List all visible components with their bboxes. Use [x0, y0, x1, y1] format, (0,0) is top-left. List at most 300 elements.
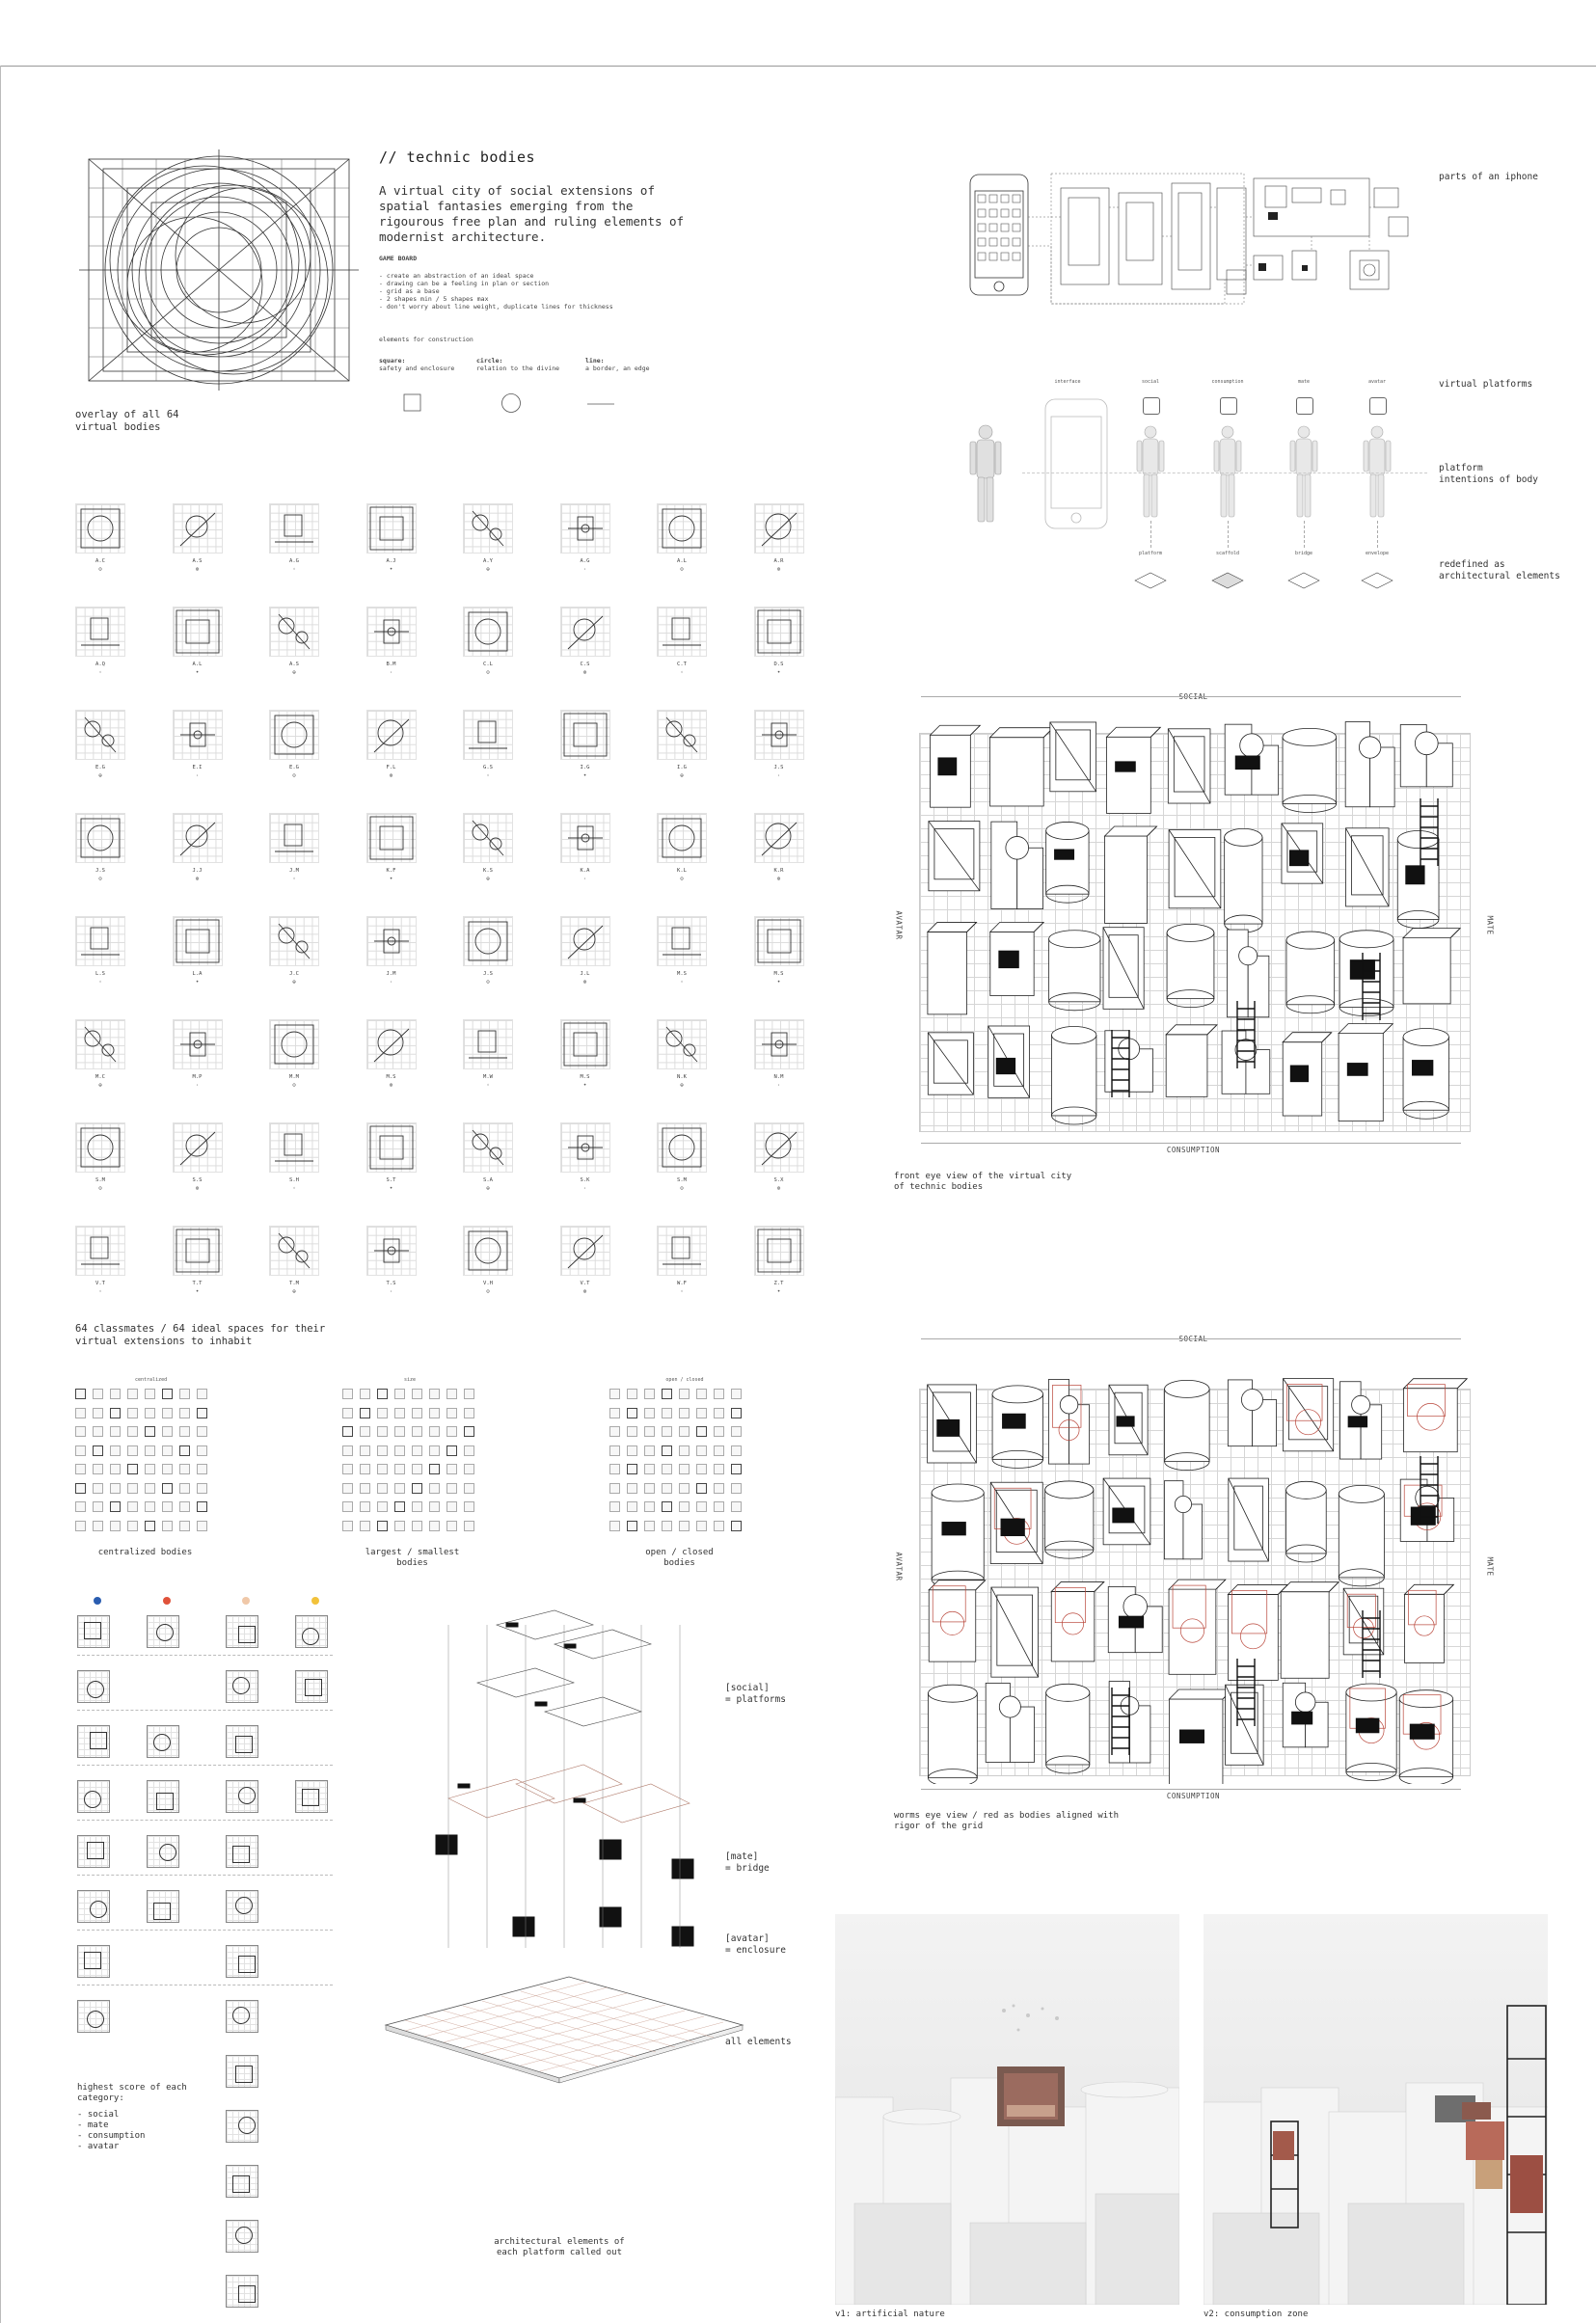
sorted-body-thumb: [696, 1521, 707, 1531]
sorted-body-thumb: [731, 1501, 742, 1512]
body-cell: [366, 1019, 417, 1089]
score-body-thumb: [226, 1890, 258, 1923]
body-label: V.H: [483, 1281, 493, 1286]
body-symbol-icon: •: [776, 979, 781, 986]
body-symbol-icon: ·: [582, 566, 587, 573]
top-rule: [0, 66, 1596, 67]
body-label: K.A: [580, 868, 590, 874]
sorted-body-thumb: [342, 1464, 353, 1474]
scores-categories: - social - mate - consumption - avatar: [77, 2110, 146, 2151]
body-glyph: [75, 1226, 125, 1276]
sorted-body-thumb: [662, 1483, 672, 1494]
body-label: K.F: [386, 868, 396, 874]
sorted-body-thumb: [464, 1464, 474, 1474]
iphone-parts-drawing: [964, 159, 1413, 328]
body-glyph: [463, 503, 513, 554]
body-symbol-icon: ◦: [98, 979, 102, 986]
body-symbol-icon: •: [389, 566, 393, 573]
body-label: A.S: [289, 662, 299, 667]
body-cell: [269, 1122, 319, 1192]
body-label: M.M: [289, 1074, 299, 1080]
body-glyph: [269, 607, 319, 657]
body-label: S.H: [289, 1177, 299, 1183]
sorted-body-thumb: [696, 1464, 707, 1474]
body-label: N.M: [773, 1074, 784, 1080]
body-label: C.T: [677, 662, 687, 667]
sorted-body-thumb: [714, 1389, 724, 1399]
body-cell: [657, 503, 707, 573]
body-cell: [754, 916, 804, 986]
body-label: T.T: [192, 1281, 203, 1286]
sorted-body-thumb: [179, 1389, 190, 1399]
body-cell: [75, 813, 125, 882]
body-glyph: [560, 916, 610, 966]
sorted-body-thumb: [429, 1445, 440, 1456]
body-symbol-icon: ◦: [680, 1288, 684, 1295]
sorted-body-thumb: [464, 1426, 474, 1437]
body-glyph: [560, 1226, 610, 1276]
sorted-body-thumb: [110, 1445, 121, 1456]
body-label: T.M: [289, 1281, 299, 1286]
city-buildings: [919, 1369, 1469, 1784]
body-cell: [173, 503, 223, 573]
sorted-body-thumb: [342, 1445, 353, 1456]
body-glyph: [657, 710, 707, 760]
sorted-body-thumb: [731, 1521, 742, 1531]
body-symbol-icon: ·: [582, 1185, 587, 1192]
sorted-body-thumb: [197, 1389, 207, 1399]
body-cell: [269, 710, 319, 779]
sorted-body-thumb: [179, 1501, 190, 1512]
sorted-body-thumb: [377, 1445, 388, 1456]
body-symbol-icon: ·: [389, 1288, 393, 1295]
body-cell: [657, 607, 707, 676]
label-tag: [mate]: [725, 1851, 759, 1862]
sorted-body-thumb: [360, 1445, 370, 1456]
body-label: A.Q: [95, 662, 105, 667]
body-symbol-icon: ⊙: [680, 566, 684, 573]
sorted-body-thumb: [662, 1501, 672, 1512]
sorted-body-thumb: [644, 1521, 655, 1531]
sorted-body-thumb: [145, 1501, 155, 1512]
body-glyph: [754, 1226, 804, 1276]
body-glyph: [560, 1122, 610, 1173]
body-glyph: [463, 916, 513, 966]
sorted-body-thumb: [714, 1501, 724, 1512]
body-cell: [269, 607, 319, 676]
score-body-thumb: [147, 1615, 179, 1648]
sorted-body-thumb: [93, 1521, 103, 1531]
sorted-body-thumb: [644, 1501, 655, 1512]
sorted-body-thumb: [714, 1426, 724, 1437]
matrix-caption: 64 classmates / 64 ideal spaces for their virtual extensions to inhabit: [75, 1323, 326, 1347]
body-symbol-icon: ◦: [98, 669, 102, 676]
body-cell: [75, 1019, 125, 1089]
axis-right: MATE: [1485, 915, 1495, 935]
sorted-body-thumb: [110, 1483, 121, 1494]
sorted-body-thumb: [731, 1464, 742, 1474]
sorted-body-thumb: [145, 1521, 155, 1531]
body-glyph: [754, 1122, 804, 1173]
score-body-thumb: [77, 1725, 110, 1758]
body-symbol-icon: ⊗: [389, 772, 393, 779]
sorted-body-thumb: [412, 1426, 422, 1437]
sorted-body-thumb: [412, 1389, 422, 1399]
body-glyph: [269, 916, 319, 966]
sorted-body-thumb: [696, 1501, 707, 1512]
sorted-body-thumb: [609, 1483, 620, 1494]
body-symbol-icon: •: [776, 1288, 781, 1295]
sorted-body-thumb: [627, 1464, 637, 1474]
body-glyph: [366, 1226, 417, 1276]
iphone-label: parts of an iphone: [1439, 172, 1538, 182]
sorted-body-thumb: [446, 1521, 457, 1531]
sorted-body-thumb: [110, 1408, 121, 1418]
body-cell: [463, 607, 513, 676]
body-symbol-icon: ⊗: [389, 1082, 393, 1089]
body-glyph: [657, 1122, 707, 1173]
body-label: M.S: [580, 1074, 590, 1080]
body-label: I.G: [677, 765, 687, 770]
body-glyph: [75, 503, 125, 554]
body-cell: [754, 1226, 804, 1295]
sorted-body-thumb: [162, 1426, 173, 1437]
element-desc: a border, an edge: [585, 365, 650, 372]
body-cell: [75, 710, 125, 779]
sorted-body-thumb: [162, 1445, 173, 1456]
body-cell: [657, 813, 707, 882]
body-cell: [560, 1019, 610, 1089]
sorted-body-thumb: [644, 1445, 655, 1456]
body-glyph: [463, 813, 513, 863]
axon-base-plate: [366, 1967, 752, 2093]
body-glyph: [463, 1122, 513, 1173]
overlay-drawing: [79, 149, 359, 391]
body-symbol-icon: •: [195, 979, 200, 986]
body-cell: [463, 1226, 513, 1295]
body-glyph: [269, 1226, 319, 1276]
sorted-body-thumb: [446, 1464, 457, 1474]
body-cell: [75, 503, 125, 573]
body-label: S.A: [483, 1177, 493, 1183]
body-cell: [463, 813, 513, 882]
sorted-body-thumb: [162, 1408, 173, 1418]
sorted-body-thumb: [127, 1521, 138, 1531]
body-symbol-icon: ⊕: [680, 1082, 684, 1089]
sorted-body-thumb: [145, 1445, 155, 1456]
body-glyph: [560, 813, 610, 863]
sorted-body-thumb: [75, 1408, 86, 1418]
sorted-body-thumb: [429, 1521, 440, 1531]
body-symbol-icon: ⊕: [292, 669, 296, 676]
page-title: // technic bodies: [379, 149, 536, 166]
body-label: C.S: [580, 662, 590, 667]
platform-element-label: bridge: [1294, 551, 1313, 556]
score-body-thumb: [226, 2275, 258, 2308]
score-row-divider: [77, 1930, 333, 1931]
body-label: S.M: [95, 1177, 105, 1183]
body-label: J.S: [95, 868, 105, 874]
sorting-caption-centralized: centralized bodies: [97, 1548, 193, 1557]
label-tag: [social]: [725, 1683, 770, 1693]
body-cell: [754, 813, 804, 882]
body-glyph: [269, 813, 319, 863]
platform-element-label: platform: [1138, 551, 1163, 556]
sorted-body-thumb: [377, 1501, 388, 1512]
body-symbol-icon: ⊙: [486, 979, 490, 986]
body-symbol-icon: ◦: [680, 669, 684, 676]
body-glyph: [657, 1226, 707, 1276]
sorted-body-thumb: [75, 1521, 86, 1531]
category-dot-icon: [242, 1597, 250, 1605]
sorted-body-thumb: [127, 1483, 138, 1494]
body-label: D.S: [773, 662, 784, 667]
body-glyph: [75, 813, 125, 863]
body-symbol-icon: ⊙: [98, 876, 102, 882]
sorted-body-thumb: [394, 1521, 405, 1531]
sorted-body-thumb: [342, 1521, 353, 1531]
sorted-body-thumb: [679, 1426, 690, 1437]
sorted-body-thumb: [377, 1521, 388, 1531]
score-body-thumb: [77, 1835, 110, 1868]
body-label: B.M: [386, 662, 396, 667]
body-glyph: [366, 916, 417, 966]
platform-column-label: avatar: [1367, 379, 1387, 385]
body-symbol-icon: ⊙: [486, 1288, 490, 1295]
sorted-body-thumb: [464, 1445, 474, 1456]
body-glyph: [366, 1019, 417, 1069]
body-cell: [366, 710, 417, 779]
sorted-body-thumb: [197, 1408, 207, 1418]
body-glyph: [754, 607, 804, 657]
sorted-body-thumb: [75, 1389, 86, 1399]
sorted-body-thumb: [662, 1464, 672, 1474]
sorted-body-thumb: [412, 1483, 422, 1494]
axis-left: AVATAR: [894, 1552, 904, 1581]
sorted-body-thumb: [714, 1445, 724, 1456]
body-symbol-icon: ◦: [486, 772, 490, 779]
body-symbol-icon: ⊗: [582, 979, 587, 986]
sorted-body-thumb: [696, 1445, 707, 1456]
body-glyph: [75, 1122, 125, 1173]
sorted-body-thumb: [197, 1501, 207, 1512]
sorted-body-thumb: [731, 1426, 742, 1437]
sorted-body-thumb: [394, 1389, 405, 1399]
city-worm-view: [892, 1331, 1495, 1808]
body-cell: [754, 503, 804, 573]
square-icon: [403, 393, 422, 413]
body-label: E.G: [289, 765, 299, 770]
platform-column-label: mate: [1297, 379, 1311, 385]
score-body-thumb: [147, 1835, 179, 1868]
platform-column-label: consumption: [1211, 379, 1244, 385]
platform-app-icon: [1143, 397, 1160, 415]
body-symbol-icon: ·: [776, 1082, 781, 1089]
body-label: M.C: [95, 1074, 105, 1080]
body-glyph: [657, 607, 707, 657]
label-tag: [avatar]: [725, 1933, 770, 1944]
body-cell: [173, 1122, 223, 1192]
sorted-body-thumb: [342, 1389, 353, 1399]
sorted-body-thumb: [714, 1408, 724, 1418]
body-label: G.S: [483, 765, 493, 770]
sorted-body-thumb: [696, 1483, 707, 1494]
score-body-thumb: [77, 1780, 110, 1813]
body-glyph: [560, 1019, 610, 1069]
sorted-body-thumb: [360, 1464, 370, 1474]
left-rule: [0, 66, 1, 2323]
body-cell: [173, 916, 223, 986]
body-symbol-icon: ⊕: [486, 1185, 490, 1192]
game-board-heading: GAME BOARD: [379, 255, 418, 262]
platforms-label-redefined: redefined as architectural elements: [1439, 559, 1560, 581]
body-cell: [657, 1122, 707, 1192]
body-glyph: [754, 503, 804, 554]
body-glyph: [269, 503, 319, 554]
sorted-body-thumb: [197, 1464, 207, 1474]
body-cell: [75, 1122, 125, 1192]
body-label: A.J: [386, 558, 396, 564]
body-label: C.L: [483, 662, 493, 667]
body-glyph: [463, 1226, 513, 1276]
body-label: A.R: [773, 558, 784, 564]
score-row-divider: [77, 1655, 333, 1656]
body-cell: [269, 1226, 319, 1295]
body-symbol-icon: ⊗: [776, 566, 781, 573]
sorted-body-thumb: [679, 1408, 690, 1418]
sorted-body-thumb: [342, 1426, 353, 1437]
body-glyph: [75, 607, 125, 657]
sorted-body-thumb: [360, 1408, 370, 1418]
sorted-body-thumb: [412, 1445, 422, 1456]
sorted-body-thumb: [696, 1389, 707, 1399]
category-dot-icon: [163, 1597, 171, 1605]
render-artificial-nature: [835, 1914, 1179, 2305]
body-label: V.T: [580, 1281, 590, 1286]
body-symbol-icon: •: [389, 1185, 393, 1192]
body-glyph: [657, 813, 707, 863]
body-glyph: [173, 1226, 223, 1276]
body-symbol-icon: ⊙: [486, 669, 490, 676]
body-label: K.L: [677, 868, 687, 874]
sorted-body-thumb: [93, 1483, 103, 1494]
sorted-body-thumb: [162, 1521, 173, 1531]
body-symbol-icon: ⊗: [582, 669, 587, 676]
city-buildings: [919, 712, 1469, 1136]
body-symbol-icon: ⊙: [292, 772, 296, 779]
sorted-body-thumb: [394, 1408, 405, 1418]
body-cell: [173, 607, 223, 676]
body-label: J.L: [580, 971, 590, 977]
render-caption-v2: v2: consumption zone: [1204, 2309, 1309, 2319]
sorted-body-thumb: [394, 1483, 405, 1494]
body-glyph: [754, 1019, 804, 1069]
sorted-body-thumb: [714, 1483, 724, 1494]
body-label: J.S: [483, 971, 493, 977]
body-symbol-icon: ⊗: [776, 1185, 781, 1192]
body-cell: [657, 1019, 707, 1089]
elements-heading: elements for construction: [379, 336, 473, 343]
sorting-caption-size: largest / smallest bodies: [365, 1548, 460, 1568]
body-cell: [366, 607, 417, 676]
axon-label-mate: [725, 1851, 770, 1875]
body-glyph: [173, 503, 223, 554]
score-body-thumb: [77, 2000, 110, 2033]
sorted-body-thumb: [377, 1389, 388, 1399]
sorted-body-thumb: [75, 1501, 86, 1512]
city-worm-caption: worms eye view / red as bodies aligned with rigor of the grid: [894, 1811, 1119, 1831]
body-glyph: [754, 710, 804, 760]
score-body-thumb: [77, 1615, 110, 1648]
sorted-body-thumb: [145, 1483, 155, 1494]
body-cell: [75, 916, 125, 986]
sorted-body-thumb: [412, 1464, 422, 1474]
body-label: S.K: [580, 1177, 590, 1183]
platform-element-label: scaffold: [1215, 551, 1240, 556]
sorted-body-thumb: [464, 1521, 474, 1531]
score-body-thumb: [295, 1615, 328, 1648]
body-cell: [269, 813, 319, 882]
body-cell: [560, 813, 610, 882]
sorted-body-thumb: [179, 1445, 190, 1456]
sorted-body-thumb: [679, 1521, 690, 1531]
body-glyph: [75, 710, 125, 760]
body-glyph: [463, 710, 513, 760]
element-desc: safety and enclosure: [379, 365, 455, 372]
body-symbol-icon: ·: [195, 772, 200, 779]
sorted-body-thumb: [110, 1389, 121, 1399]
body-symbol-icon: ⊗: [776, 876, 781, 882]
sorted-body-thumb: [412, 1501, 422, 1512]
sorted-body-thumb: [75, 1426, 86, 1437]
body-label: L.S: [95, 971, 105, 977]
architectural-element-icon: [1286, 569, 1321, 592]
sorted-body-thumb: [464, 1389, 474, 1399]
body-label: W.F: [677, 1281, 687, 1286]
sorted-body-thumb: [429, 1464, 440, 1474]
sorted-body-thumb: [342, 1501, 353, 1512]
score-body-thumb: [226, 2165, 258, 2198]
platforms-label-virtual: virtual platforms: [1439, 379, 1533, 390]
score-body-thumb: [147, 1725, 179, 1758]
sorted-body-thumb: [679, 1483, 690, 1494]
body-symbol-icon: •: [582, 772, 587, 779]
city-front-caption: front eye view of the virtual city of technic bodies: [894, 1172, 1072, 1192]
axon-drawing: [362, 1606, 718, 1948]
sorted-body-thumb: [627, 1408, 637, 1418]
body-cell: [75, 1226, 125, 1295]
body-cell: [560, 1122, 610, 1192]
body-cell: [657, 710, 707, 779]
sorted-body-thumb: [679, 1501, 690, 1512]
body-symbol-icon: ⊕: [292, 979, 296, 986]
body-cell: [75, 607, 125, 676]
sorted-body-thumb: [731, 1408, 742, 1418]
body-cell: [560, 1226, 610, 1295]
sorted-body-thumb: [93, 1426, 103, 1437]
body-cell: [463, 710, 513, 779]
platform-app-icon: [1220, 397, 1237, 415]
score-body-thumb: [77, 1890, 110, 1923]
body-symbol-icon: ⊗: [195, 1185, 200, 1192]
sorted-body-thumb: [197, 1426, 207, 1437]
body-label: A.Y: [483, 558, 493, 564]
body-symbol-icon: ⊕: [486, 876, 490, 882]
body-label: J.J: [192, 868, 203, 874]
body-symbol-icon: ◦: [98, 1288, 102, 1295]
axis-left: AVATAR: [894, 910, 904, 940]
label-desc: = bridge: [725, 1863, 770, 1874]
